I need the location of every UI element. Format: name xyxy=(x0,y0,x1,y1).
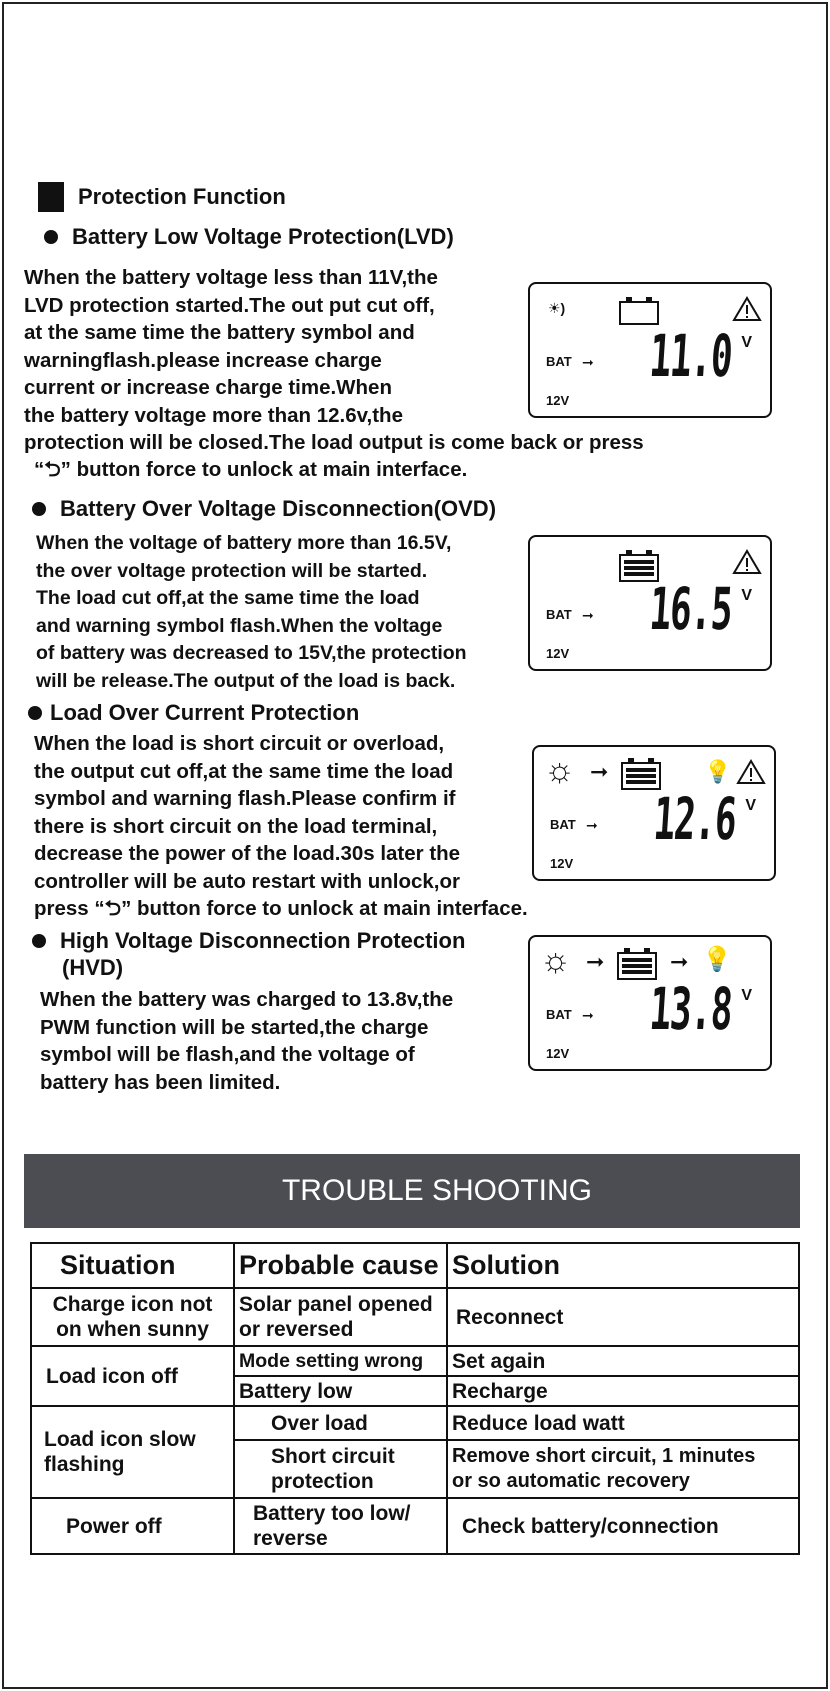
voltage-readout: 13.8 xyxy=(647,975,734,1043)
cause-cell: Short circuit protection xyxy=(234,1440,447,1498)
bullet-icon xyxy=(32,934,46,948)
lvd-heading: Battery Low Voltage Protection(LVD) xyxy=(44,224,454,250)
lcd-display-hvd xyxy=(528,935,772,1071)
solution-cell: Remove short circuit, 1 minutes or so automatic recovery xyxy=(447,1440,799,1498)
voltage-readout: 16.5 xyxy=(647,575,734,643)
ovd-text: When the voltage of battery more than 16.5V, the over voltage protection will be started. The load cut off,at the same time the load and warning symbol flash.When the voltage of battery was decreased to 15V,the protection will be release.The output of the load is back. xyxy=(36,532,467,692)
lcd-display-ovd xyxy=(528,535,772,671)
lvd-text: When the battery voltage less than 11V,the LVD protection started.The out put cut off, at the same time the battery symbol and warningflash.please increase charge current or increase charge time.When the battery voltage more than 12.6v,the xyxy=(24,266,438,427)
hvd-text: When the battery was charged to 13.8v,the PWM function will be started,the charge symbol will be flash,and the voltage of battery has been limited. xyxy=(40,988,454,1094)
sun-icon: ☼ xyxy=(544,751,576,789)
bullet-icon xyxy=(32,502,46,516)
lvd-text-cont: protection will be closed.The load output is come back or press xyxy=(24,431,644,454)
voltage-readout: 12.6 xyxy=(651,785,738,853)
lcd-display-lvd xyxy=(528,282,772,418)
table-header-row xyxy=(31,1243,799,1288)
solution-cell: Reduce load watt xyxy=(447,1406,799,1440)
cause-cell: Battery low xyxy=(234,1376,447,1406)
ocp-text: When the load is short circuit or overload, the output cut off,at the same time the load symbol and warning flash.Please confirm if there is short circuit on the load terminal, decrease the power of the load.30s later the controller will be auto restart with unlock,or xyxy=(34,732,461,893)
table-row xyxy=(31,1406,799,1440)
cause-cell: Mode setting wrong xyxy=(234,1346,447,1376)
voltage-unit: V xyxy=(741,587,752,604)
table-row xyxy=(31,1288,799,1346)
solution-cell: Check battery/connection xyxy=(447,1498,799,1554)
arrow-right-icon: ➞ xyxy=(586,949,605,974)
header-solution: Solution xyxy=(447,1243,799,1288)
header-cause: Probable cause xyxy=(234,1243,447,1288)
solution-cell: Recharge xyxy=(447,1376,799,1406)
bullet-icon xyxy=(28,706,42,720)
system-voltage: 12V xyxy=(546,1046,570,1061)
bat-label: BAT xyxy=(546,607,572,622)
table-row xyxy=(31,1498,799,1554)
arrow-right-icon: ➞ xyxy=(586,817,598,833)
bat-label: BAT xyxy=(546,1007,572,1022)
cause-cell: Over load xyxy=(234,1406,447,1440)
bat-label: BAT xyxy=(546,354,572,369)
arrow-right-icon: ➞ xyxy=(582,354,594,370)
voltage-readout: 11.0 xyxy=(647,322,734,390)
arrow-right-icon: ➞ xyxy=(670,949,689,974)
voltage-unit: V xyxy=(741,987,752,1004)
return-arrow-icon: ⮌ xyxy=(104,897,122,920)
protection-function-title: Protection Function xyxy=(38,182,286,212)
cause-cell: Battery too low/ reverse xyxy=(234,1498,447,1554)
system-voltage: 12V xyxy=(550,856,574,871)
warning-icon xyxy=(736,759,766,785)
solution-cell: Reconnect xyxy=(447,1288,799,1346)
warning-icon xyxy=(732,296,762,322)
lcd-display-ocp xyxy=(532,745,776,881)
bulb-icon: 💡 xyxy=(704,759,732,784)
mode-icon: ☀) xyxy=(548,300,566,316)
header-situation: Situation xyxy=(31,1243,234,1288)
arrow-right-icon: ➞ xyxy=(582,607,594,623)
situation-cell: Load icon off xyxy=(31,1346,234,1406)
arrow-right-icon: ➞ xyxy=(582,1007,594,1023)
system-voltage: 12V xyxy=(546,393,570,408)
troubleshooting-table xyxy=(30,1242,800,1555)
sun-icon: ☼ xyxy=(540,941,572,979)
system-voltage: 12V xyxy=(546,646,570,661)
ovd-heading: Battery Over Voltage Disconnection(OVD) xyxy=(32,496,496,522)
voltage-unit: V xyxy=(745,797,756,814)
troubleshooting-banner: TROUBLE SHOOTING xyxy=(24,1154,800,1228)
cause-cell: Solar panel opened or reversed xyxy=(234,1288,447,1346)
ocp-text-unlock: press “⮌” button force to unlock at main interface. xyxy=(34,897,528,920)
situation-cell: Power off xyxy=(31,1498,234,1554)
bullet-icon xyxy=(44,230,58,244)
lvd-text-unlock: “⮌” button force to unlock at main interface. xyxy=(34,458,468,481)
situation-cell: Charge icon not on when sunny xyxy=(31,1288,234,1346)
situation-cell: Load icon slow flashing xyxy=(31,1406,234,1498)
arrow-right-icon: ➞ xyxy=(590,759,609,784)
ocp-heading: Load Over Current Protection xyxy=(28,700,359,726)
bat-label: BAT xyxy=(550,817,576,832)
return-arrow-icon: ⮌ xyxy=(44,458,61,481)
warning-icon xyxy=(732,549,762,575)
hvd-heading-abbr: (HVD) xyxy=(62,955,124,980)
bulb-on-icon: 💡 xyxy=(702,946,732,973)
square-bullet-icon xyxy=(38,182,64,212)
hvd-heading: High Voltage Disconnection Protection xyxy=(32,928,465,954)
solution-cell: Set again xyxy=(447,1346,799,1376)
table-row xyxy=(31,1346,799,1376)
voltage-unit: V xyxy=(741,334,752,351)
